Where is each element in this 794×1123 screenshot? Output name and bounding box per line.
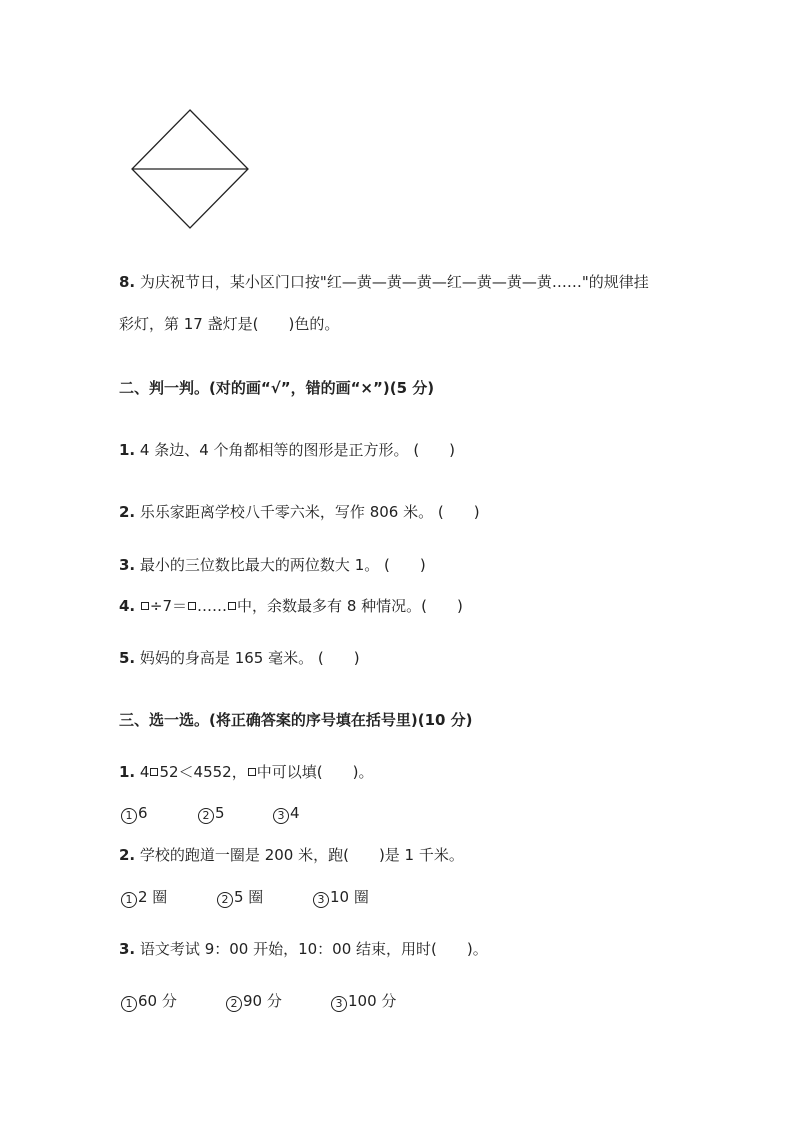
option-text: 60 分	[138, 992, 177, 1010]
q2-option-1	[121, 887, 167, 908]
q-text-a: 4	[139, 763, 150, 781]
q8-line1	[119, 272, 649, 292]
q-text-c: 中可以填( )。	[256, 763, 374, 781]
q1-option-1	[121, 803, 148, 824]
q8-text-1: 为庆祝节日，某小区门口按"红—黄—黄—黄—红—黄—黄—黄……"的规律挂	[139, 273, 649, 291]
item-text: 乐乐家距离学校八千零六米，写作 806 米。 ( )	[139, 503, 480, 521]
q-text: 语文考试 9：00 开始，10：00 结束，用时( )。	[139, 940, 488, 958]
judge-item-4	[119, 596, 463, 616]
option-text: 2 圈	[138, 888, 168, 906]
q8-number: 8.	[119, 273, 136, 291]
option-text: 90 分	[243, 992, 282, 1010]
circled-number-icon: 1	[121, 996, 137, 1012]
item-text-b: ……	[197, 597, 228, 615]
judge-item-2	[119, 502, 480, 522]
q8-line2: 彩灯，第 17 盏灯是( )色的。	[119, 315, 340, 333]
q1-option-3	[273, 803, 300, 824]
item-number: 4.	[119, 597, 136, 615]
item-number: 1.	[119, 441, 136, 459]
blank-box-icon	[228, 602, 236, 610]
judge-item-5	[119, 648, 360, 668]
item-text: 最小的三位数比最大的两位数大 1。 ( )	[139, 556, 426, 574]
q3-option-1	[121, 991, 177, 1012]
circled-number-icon: 2	[226, 996, 242, 1012]
circled-number-icon: 1	[121, 892, 137, 908]
choice-q2	[119, 845, 464, 865]
option-text: 4	[290, 804, 300, 822]
option-text: 6	[138, 804, 148, 822]
option-text: 100 分	[348, 992, 397, 1010]
item-text: 妈妈的身高是 165 毫米。 ( )	[139, 649, 360, 667]
option-text: 5 圈	[234, 888, 264, 906]
section3-title: 三、选一选。(将正确答案的序号填在括号里)(10 分)	[119, 711, 473, 729]
q-number: 2.	[119, 846, 136, 864]
q2-option-2	[217, 887, 263, 908]
section2-title: 二、判一判。(对的画“√”，错的画“×”)(5 分)	[119, 379, 435, 397]
choice-q3	[119, 939, 488, 959]
blank-box-icon	[188, 602, 196, 610]
q3-option-2	[226, 991, 282, 1012]
q2-option-3	[313, 887, 369, 908]
circled-number-icon: 1	[121, 808, 137, 824]
item-number: 3.	[119, 556, 136, 574]
option-text: 5	[215, 804, 225, 822]
circled-number-icon: 3	[313, 892, 329, 908]
blank-box-icon	[141, 602, 149, 610]
item-text-a: ÷7＝	[149, 597, 188, 615]
circled-number-icon: 2	[198, 808, 214, 824]
choice-q1	[119, 762, 373, 782]
circled-number-icon: 2	[217, 892, 233, 908]
q-text-b: 52＜4552，	[159, 763, 247, 781]
item-number: 5.	[119, 649, 136, 667]
judge-item-1	[119, 440, 455, 460]
q-number: 1.	[119, 763, 136, 781]
q1-option-2	[198, 803, 225, 824]
circled-number-icon: 3	[273, 808, 289, 824]
q-number: 3.	[119, 940, 136, 958]
item-text-c: 中，余数最多有 8 种情况。( )	[237, 597, 463, 615]
q-text: 学校的跑道一圈是 200 米，跑( )是 1 千米。	[139, 846, 464, 864]
item-text: 4 条边、4 个角都相等的图形是正方形。 ( )	[139, 441, 456, 459]
blank-box-icon	[248, 768, 256, 776]
option-text: 10 圈	[330, 888, 369, 906]
item-number: 2.	[119, 503, 136, 521]
circled-number-icon: 3	[331, 996, 347, 1012]
q3-option-3	[331, 991, 396, 1012]
judge-item-3	[119, 555, 426, 575]
blank-box-icon	[150, 768, 158, 776]
